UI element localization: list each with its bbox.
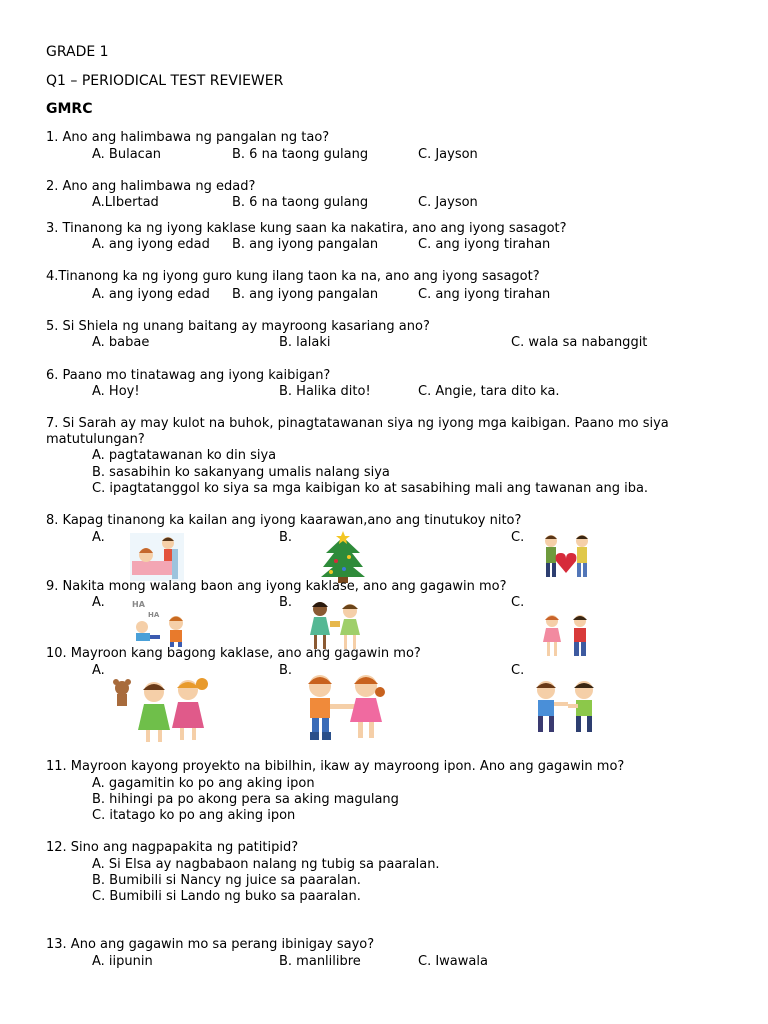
q11-choice-c: C. itatago ko po ang aking ipon — [92, 808, 296, 823]
q5-choice-b: B. lalaki — [279, 335, 331, 350]
laughing-label-1: HA — [132, 600, 145, 609]
q1-choice-c: C. Jayson — [418, 147, 478, 162]
q6-choice-a: A. Hoy! — [92, 384, 140, 399]
q6-choice-b: B. Halika dito! — [279, 384, 371, 399]
q7-choice-b: B. sasabihin ko sakanyang umalis nalang siya — [92, 465, 390, 480]
q11-choice-a: A. gagamitin ko po ang aking ipon — [92, 776, 315, 791]
q2-choice-a: A.LIbertad — [92, 195, 159, 210]
birthday-bed-image — [128, 531, 186, 583]
question-7-line-1: 7. Si Sarah ay may kulot na buhok, pinagtatawanan siya ng iyong mga kaibigan. Paano mo siya — [46, 416, 669, 431]
question-4: 4.Tinanong ka ng iyong guro kung ilang taon ka na, ano ang iyong sasagot? — [46, 269, 540, 284]
christmas-tree-image — [318, 531, 368, 583]
laughing-label-2: HA — [148, 611, 160, 619]
q2-choice-b: B. 6 na taong gulang — [232, 195, 369, 210]
subject-heading: GMRC — [46, 101, 93, 117]
q5-choice-a: A. babae — [92, 335, 150, 350]
q12-choice-a: A. Si Elsa ay nagbabaon nalang ng tubig sa paaralan. — [92, 857, 440, 872]
q4-choice-c: C. ang iyong tirahan — [418, 287, 551, 302]
question-12: 12. Sino ang nagpapakita ng patitipid? — [46, 840, 299, 855]
q3-choice-a: A. ang iyong edad — [92, 237, 210, 252]
question-11: 11. Mayroon kayong proyekto na bibilhin, ikaw ay mayroong ipon. Ano ang gagawin mo? — [46, 759, 625, 774]
question-2: 2. Ano ang halimbawa ng edad? — [46, 179, 256, 194]
kids-with-heart-image — [540, 531, 592, 583]
q8-choice-a: A. — [92, 530, 105, 545]
q1-choice-a: A. Bulacan — [92, 147, 162, 162]
q2-choice-c: C. Jayson — [418, 195, 478, 210]
kids-shaking-hands-image — [298, 670, 390, 746]
q13-choice-c: C. Iwawala — [418, 954, 488, 969]
question-9: 9. Nakita mong walang baon ang iyong kaklase, ano ang gagawin mo? — [46, 579, 507, 594]
question-5: 5. Si Shiela ng unang baitang ay mayroong kasariang ano? — [46, 319, 430, 334]
q11-choice-b: B. hihingi pa po akong pera sa aking magulang — [92, 792, 399, 807]
kids-sharing-image — [300, 597, 380, 653]
question-6: 6. Paano mo tinatawag ang iyong kaibigan? — [46, 368, 331, 383]
q10-choice-b: B. — [279, 663, 293, 678]
q13-choice-a: A. iipunin — [92, 954, 153, 969]
q5-choice-c: C. wala sa nabanggit — [511, 335, 648, 350]
kids-laughing-image — [130, 597, 192, 647]
q3-choice-b: B. ang iyong pangalan — [232, 237, 379, 252]
question-7-line-2: matutulungan? — [46, 432, 145, 447]
q10-choice-c: C. — [511, 663, 525, 678]
question-10: 10. Mayroon kang bagong kaklase, ano ang gagawin mo? — [46, 646, 421, 661]
page-title: Q1 – PERIODICAL TEST REVIEWER — [46, 73, 284, 89]
question-13: 13. Ano ang gagawin mo sa perang ibinigay sayo? — [46, 937, 375, 952]
q10-choice-a: A. — [92, 663, 105, 678]
q12-choice-c: C. Bumibili si Lando ng buko sa paaralan. — [92, 889, 361, 904]
grade-heading: GRADE 1 — [46, 44, 109, 60]
q4-choice-b: B. ang iyong pangalan — [232, 287, 379, 302]
boys-fighting-image — [528, 676, 606, 738]
q6-choice-c: C. Angie, tara dito ka. — [418, 384, 560, 399]
q4-choice-a: A. ang iyong edad — [92, 287, 210, 302]
q9-choice-c: C. — [511, 595, 525, 610]
q9-choice-a: A. — [92, 595, 105, 610]
girls-fighting-over-teddy-image — [108, 674, 212, 744]
q7-choice-c: C. ipagtatanggol ko siya sa mga kaibigan ko at sasabihing mali ang tawanan ang iba. — [92, 481, 649, 496]
q8-choice-c: C. — [511, 530, 525, 545]
question-8: 8. Kapag tinanong ka kailan ang iyong kaarawan,ano ang tinutukoy nito? — [46, 513, 522, 528]
q7-choice-a: A. pagtatawanan ko din siya — [92, 448, 277, 463]
q8-choice-b: B. — [279, 530, 293, 545]
kids-talking-image — [538, 612, 596, 658]
q12-choice-b: B. Bumibili si Nancy ng juice sa paaralan. — [92, 873, 361, 888]
question-1: 1. Ano ang halimbawa ng pangalan ng tao? — [46, 130, 330, 145]
question-3: 3. Tinanong ka ng iyong kaklase kung saan ka nakatira, ano ang iyong sasagot? — [46, 221, 567, 236]
q13-choice-b: B. manlilibre — [279, 954, 361, 969]
q1-choice-b: B. 6 na taong gulang — [232, 147, 369, 162]
q9-choice-b: B. — [279, 595, 293, 610]
q3-choice-c: C. ang iyong tirahan — [418, 237, 551, 252]
